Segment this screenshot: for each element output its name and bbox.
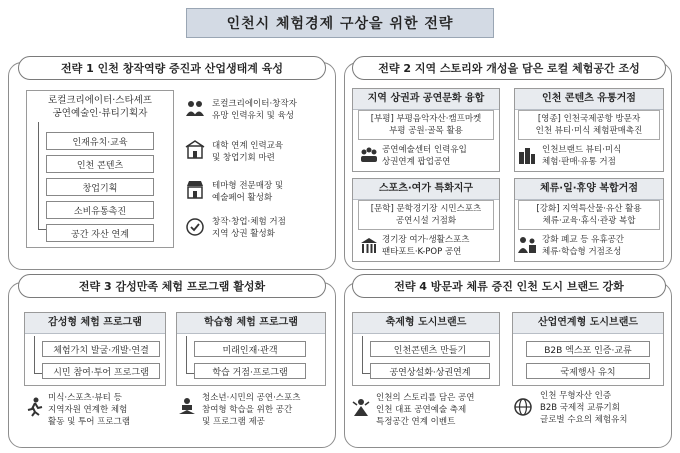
flow-step: 창업기획: [46, 178, 154, 196]
card-desc: 인천브랜드 뷰티·미식 체험·판매·유통 거점: [542, 145, 622, 167]
page-title: 인천시 체험경제 구상을 위한 전략: [186, 8, 494, 38]
flow-connector: [362, 336, 370, 374]
card-detail: [문학] 문학경기장 시민스포츠 공연시설 거점화: [358, 200, 494, 230]
strategy1-item: 테마형 전문매장 및 예술페어 활성화: [212, 181, 284, 203]
card-detail: [강화] 지역특산물·유산 활용 체류·교육·휴식·관광 복합: [518, 200, 660, 230]
strategy3-header: 전략 3 감성만족 체험 프로그램 활성화: [18, 274, 326, 298]
strategy2-card: 지역 상권과 공연문화 융합: [352, 88, 500, 172]
card-detail: [부평] 부평음악자산·캠프마켓 부평 공원·골목 활용: [358, 110, 494, 140]
strategy2-card: 인천 콘텐츠 유통거점: [514, 88, 664, 172]
strategy2-card: 체류·일·휴양 복합거점: [514, 178, 664, 262]
card-desc: 공연예술센터 인력유입 상권연계 팝업공연: [382, 145, 467, 167]
city-icon: [516, 144, 538, 166]
flow-step: 공연상설화·상권연계: [370, 363, 490, 379]
flow-connector: [186, 336, 194, 374]
flow-step: 미래인재·관객: [194, 341, 306, 357]
flow-step: 소비유통촉진: [46, 201, 154, 219]
strategy4-right-box: 산업연계형 도시브랜드: [512, 312, 664, 386]
stadium-icon: [358, 234, 380, 256]
strategy2-card: 스포츠·여가 특화지구: [352, 178, 500, 262]
study-icon: [176, 396, 198, 418]
strategy3-left-desc: 미식·스포츠·뷰티 등 지역자원 연계한 체험 활동 및 투어 프로그램: [48, 393, 131, 427]
flow-step: 체험가치 발굴·개발·연결: [42, 341, 160, 357]
flow-step: 인천 콘텐츠: [46, 155, 154, 173]
card-desc: 경기장 여가·생활스포츠 팬타포트·K-POP 공연: [382, 235, 470, 257]
strategy4-left-desc: 인천의 스토리를 담은 공연 인천 대표 공연예술 축제 특정공간 연계 이벤트: [376, 393, 475, 427]
flow-step: 공간 자산 연계: [46, 224, 154, 242]
flow-connector: [38, 122, 46, 230]
badge-icon: [184, 216, 206, 238]
strategy1-item: 로컬크리에이터·창작자 유망 인력유치 및 육성: [212, 99, 297, 121]
flow-step: 시민 참여·투어 프로그램: [42, 363, 160, 379]
strategy4-header: 전략 4 방문과 체류 증진 인천 도시 브랜드 강화: [352, 274, 666, 298]
people-icon: [184, 98, 206, 120]
strategy4-left-box: 축제형 도시브랜드: [352, 312, 500, 386]
runner-icon: [24, 396, 46, 418]
store-icon: [184, 178, 206, 200]
strategy3-right-box: 학습형 체험 프로그램: [176, 312, 326, 386]
strategy1-item: 창작·창업·체험 거점 지역 상권 활성화: [212, 217, 286, 239]
strategy1-item: 대학 연계 인력교육 및 창업기회 마련: [212, 141, 284, 163]
flow-step: 인천콘텐츠 만들기: [370, 341, 490, 357]
workers-icon: [516, 234, 538, 256]
flow-step: B2B 엑스포 인증·교류: [526, 341, 650, 357]
strategy4-right-desc: 인천 무형자산 인증 B2B 국제적 교류기회 글로벌 수요의 체험유치: [540, 391, 628, 425]
strategy3-right-desc: 청소년·시민의 공연·스포츠 참여형 학습을 위한 공간 및 프로그램 제공: [202, 393, 301, 427]
strategy1-header: 전략 1 인천 창작역량 증진과 산업생태계 육성: [18, 56, 326, 80]
flow-connector: [34, 336, 42, 374]
flow-step: 국제행사 유치: [526, 363, 650, 379]
flow-step: 학습 거점·프로그램: [194, 363, 306, 379]
strategy1-box-title: 로컬크리에이터·스타셰프 공연예술인·뷰티기획자: [27, 91, 173, 123]
globe-icon: [512, 396, 534, 418]
audience-icon: [358, 144, 380, 166]
school-icon: [184, 138, 206, 160]
flow-step: 인재유치·교육: [46, 132, 154, 150]
card-detail: [영종] 인천국제공항 방문자 인천 뷰티·미식 체험판매촉진: [518, 110, 660, 140]
card-desc: 강화 폐교 등 유휴공간 체류·학습형 거점조성: [542, 235, 625, 257]
strategy2-header: 전략 2 지역 스토리와 개성을 담은 로컬 체험공간 조성: [352, 56, 666, 80]
strategy3-left-box: 감성형 체험 프로그램: [24, 312, 166, 386]
festival-icon: [350, 396, 372, 418]
